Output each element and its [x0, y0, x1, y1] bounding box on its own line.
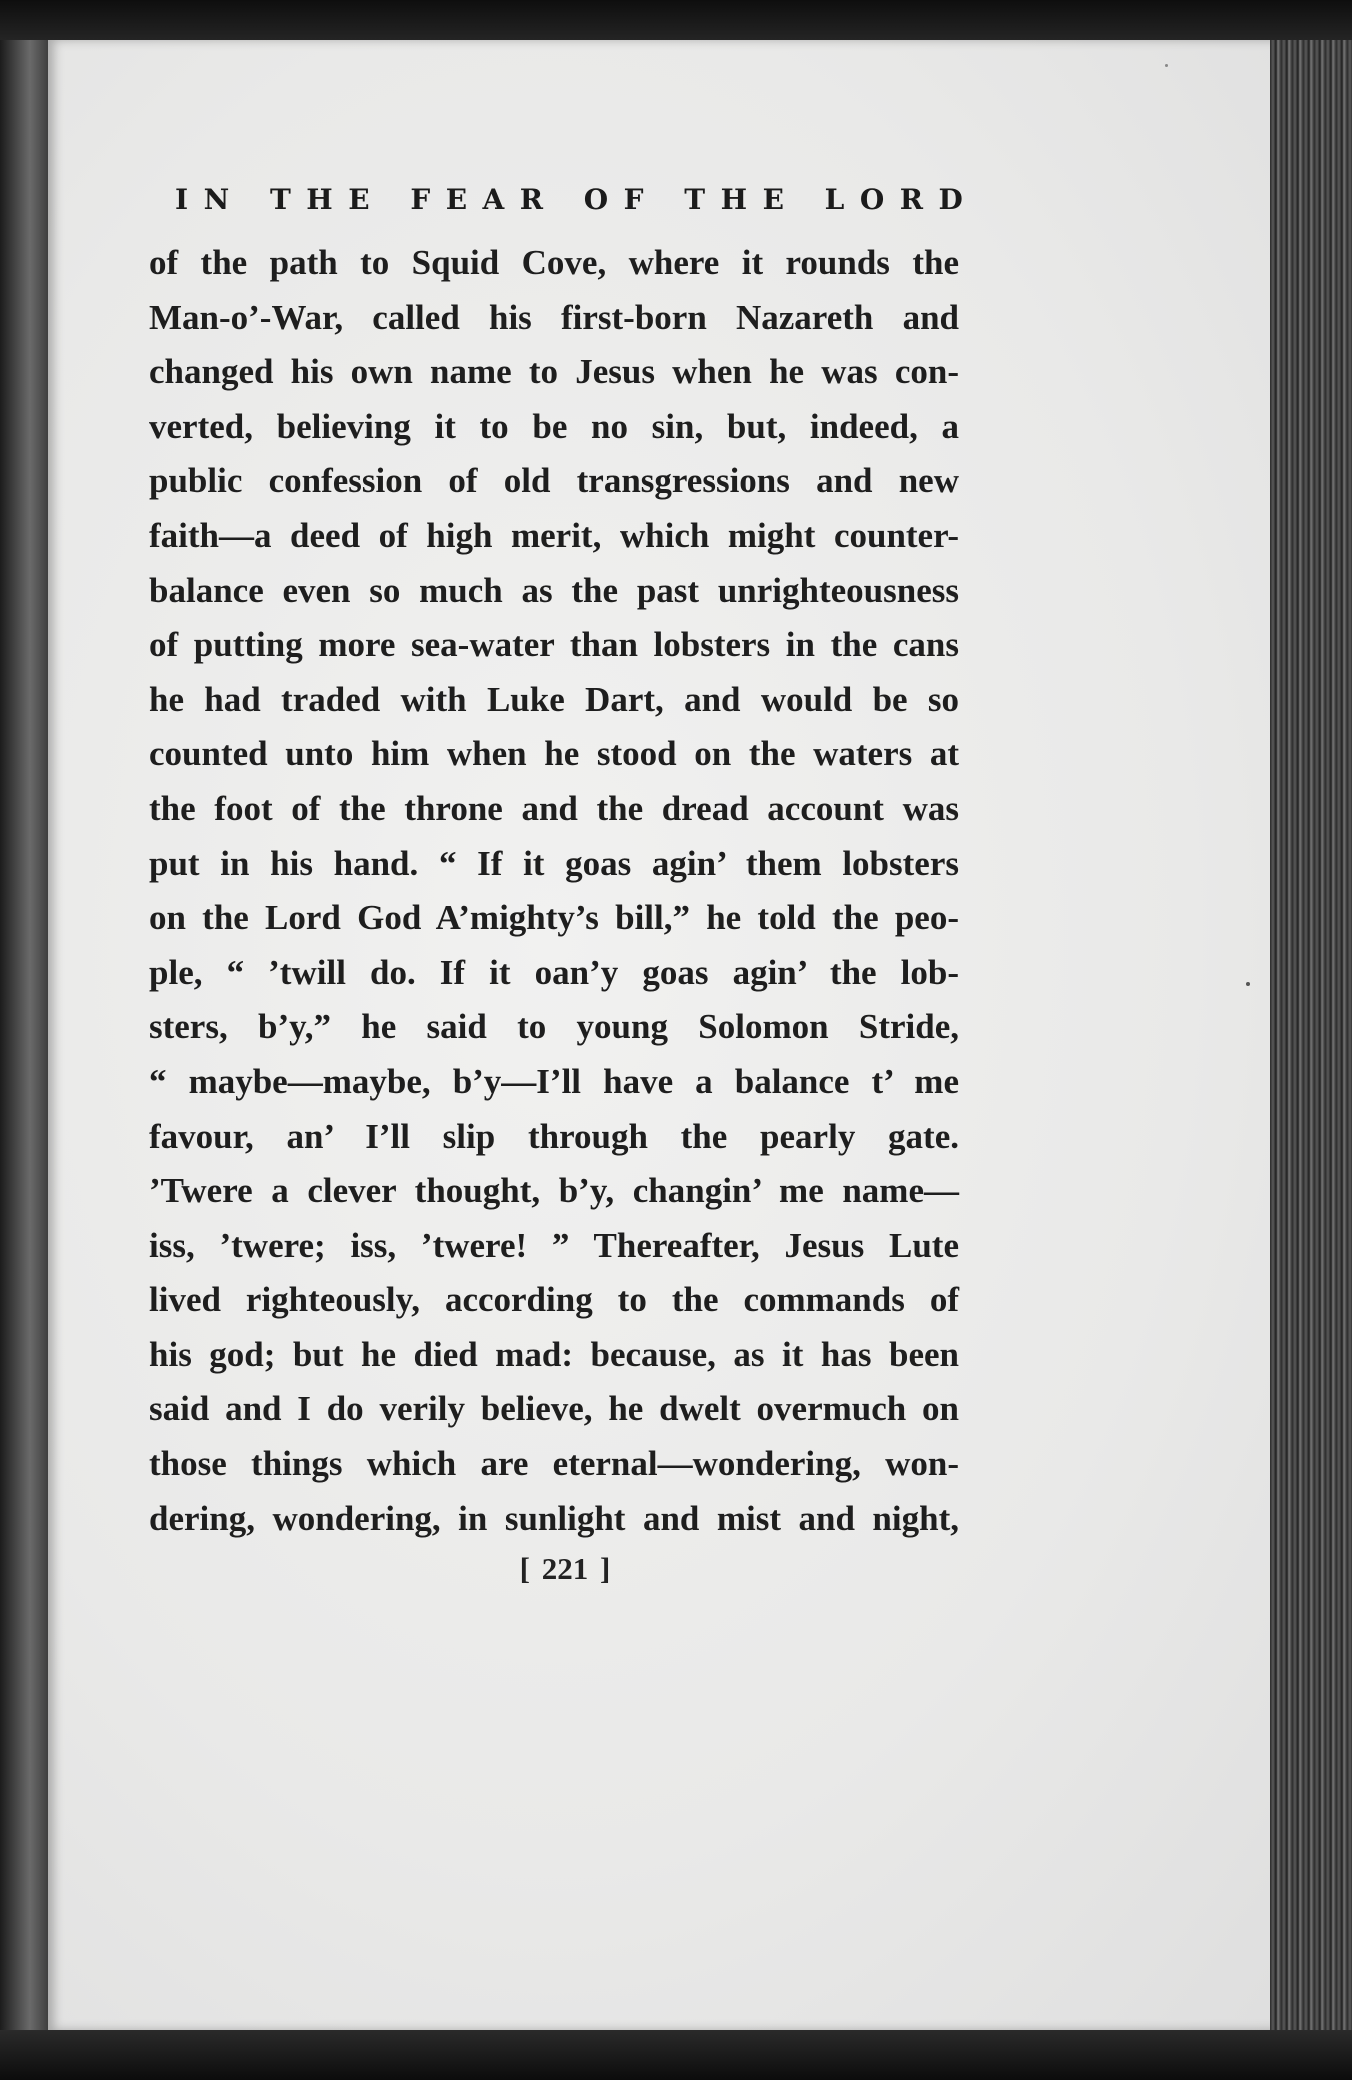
text-line: sters, b’y,” he said to young Solomon Stride, — [149, 1007, 959, 1047]
text-line: lived righteously, according to the commands of — [149, 1280, 959, 1320]
text-line: of putting more sea-water than lobsters in the cans — [149, 625, 959, 665]
text-line: his god; but he died mad: because, as it has been — [149, 1334, 959, 1374]
dust-speck — [1165, 64, 1168, 67]
text-line: faith—a deed of high merit, which might counter- — [149, 515, 959, 555]
running-head: IN THE FEAR OF THE LORD — [175, 183, 979, 216]
dust-speck — [1246, 982, 1250, 986]
body-text — [149, 236, 959, 1546]
text-line: put in his hand. “ If it goas agin’ them lobsters — [149, 843, 959, 883]
text-line: ’Twere a clever thought, b’y, changin’ me name— — [149, 1171, 959, 1211]
text-line: counted unto him when he stood on the waters at — [149, 734, 959, 774]
text-line: public confession of old transgressions and new — [149, 461, 959, 501]
text-line: changed his own name to Jesus when he was con- — [149, 352, 959, 392]
text-line: on the Lord God A’mighty’s bill,” he told the peo- — [149, 898, 959, 938]
scan-border-top — [0, 0, 1352, 40]
text-line: “ maybe—maybe, b’y—I’ll have a balance t’ me — [149, 1061, 959, 1101]
text-line: the foot of the throne and the dread account was — [149, 788, 959, 828]
page-edges-stack — [1270, 40, 1352, 2030]
scan-border-bottom — [0, 2030, 1352, 2080]
text-line: of the path to Squid Cove, where it rounds the — [149, 243, 959, 282]
text-line: said and I do verily believe, he dwelt overmuch on — [149, 1389, 959, 1429]
text-line: ple, “ ’twill do. If it oan’y goas agin’ the lob- — [149, 952, 959, 992]
book-binding-left — [0, 40, 50, 2030]
text-line: those things which are eternal—wondering, won- — [149, 1444, 959, 1484]
text-line: Man-o’-War, called his first-born Nazareth and — [149, 297, 959, 337]
text-line: iss, ’twere; iss, ’twere! ” Thereafter, Jesus Lute — [149, 1225, 959, 1265]
page-number: [ 221 ] — [519, 1551, 611, 1586]
text-line: verted, believing it to be no sin, but, indeed, a — [149, 406, 959, 446]
text-line: balance even so much as the past unrighteousness — [149, 570, 959, 610]
text-line: dering, wondering, in sunlight and mist and night, — [149, 1498, 959, 1538]
text-line: favour, an’ I’ll slip through the pearly gate. — [149, 1116, 959, 1156]
text-line: he had traded with Luke Dart, and would be so — [149, 679, 959, 719]
